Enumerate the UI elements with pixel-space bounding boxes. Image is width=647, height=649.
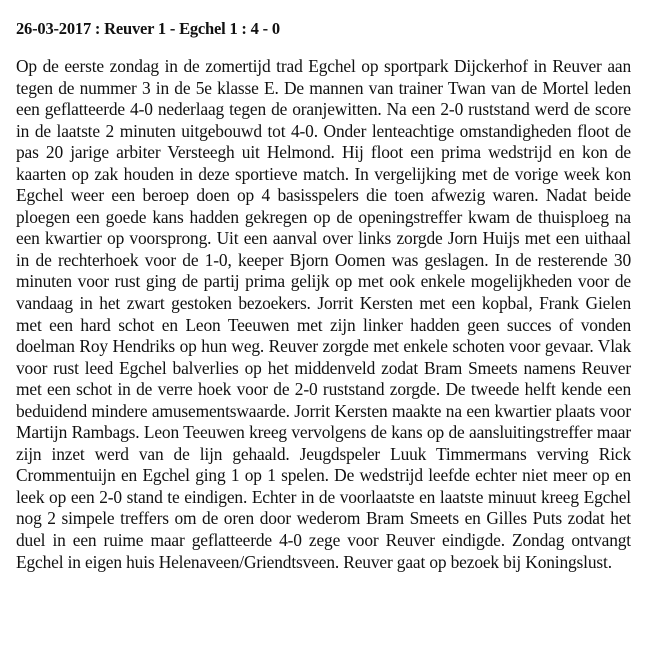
match-title: 26-03-2017 : Reuver 1 - Egchel 1 : 4 - 0: [16, 19, 280, 38]
match-report-body: Op de eerste zondag in de zomertijd trad Egchel op sportpark Dijckerhof in Reuver aan tegen de nummer 3 in de 5e klasse E. De mannen van trainer Twan van de Mortel leden een geflatteerde 4-0 nederlaag tegen de oranjewitten. Na een 2-0 ruststand werd de score in de laatste 2 minuten uitgebouwd tot 4-0. Onder lenteachtige omstandigheden floot de pas 20 jarige arbiter Versteegh uit Helmond. Hij floot een prima wedstrijd en kon de kaarten op zak houden in deze sportieve match. In vergelijking met de vorige week kon Egchel weer een beroep doen op 4 basisspelers die toen afwezig waren. Nadat beide ploegen een goede kans hadden gekregen op de openingstreffer kwam de thuisploeg na een kwartier op voorsprong. Uit een aanval over links zorgde Jorn Huijs met een uithaal in de rechterhoek voor de 1-0, keeper Bjorn Oomen was geslagen. In de resterende 30 minuten voor rust ging de partij prima gelijk op met ook enkele mogelijkheden voor de vandaag in het zwart gestoken bezoekers. Jorrit Kersten met een kopbal, Frank Gielen met een hard schot en Leon Teeuwen met zijn linker hadden geen succes of vonden doelman Roy Hendriks op hun weg. Reuver zorgde met enkele schoten voor gevaar. Vlak voor rust leed Egchel balverlies op het middenveld zodat Bram Smeets namens Reuver met een schot in de verre hoek voor de 2-0 ruststand zorgde. De tweede helft kende een beduidend mindere amusementswaarde. Jorrit Kersten maakte na een kwartier plaats voor Martijn Rambags. Leon Teeuwen kreeg vervolgens de kans op de aansluitingstreffer maar zijn inzet werd van de lijn gehaald. Jeugdspeler Luuk Timmermans verving Rick Crommentuijn en Egchel ging 1 op 1 spelen. De wedstrijd leefde echter niet meer op en leek op een 2-0 stand te eindigen. Echter in de voorlaatste en laatste minuut kreeg Egchel nog 2 simpele treffers om de oren door wederom Bram Smeets en Gilles Puts zodat het duel in een ruime maar geflatteerde 4-0 zege voor Reuver eindigde. Zondag ontvangt Egchel in eigen huis Helenaveen/Griendtsveen. Reuver gaat op bezoek bij Koningslust.: [16, 56, 631, 572]
match-report: [16, 16, 631, 591]
